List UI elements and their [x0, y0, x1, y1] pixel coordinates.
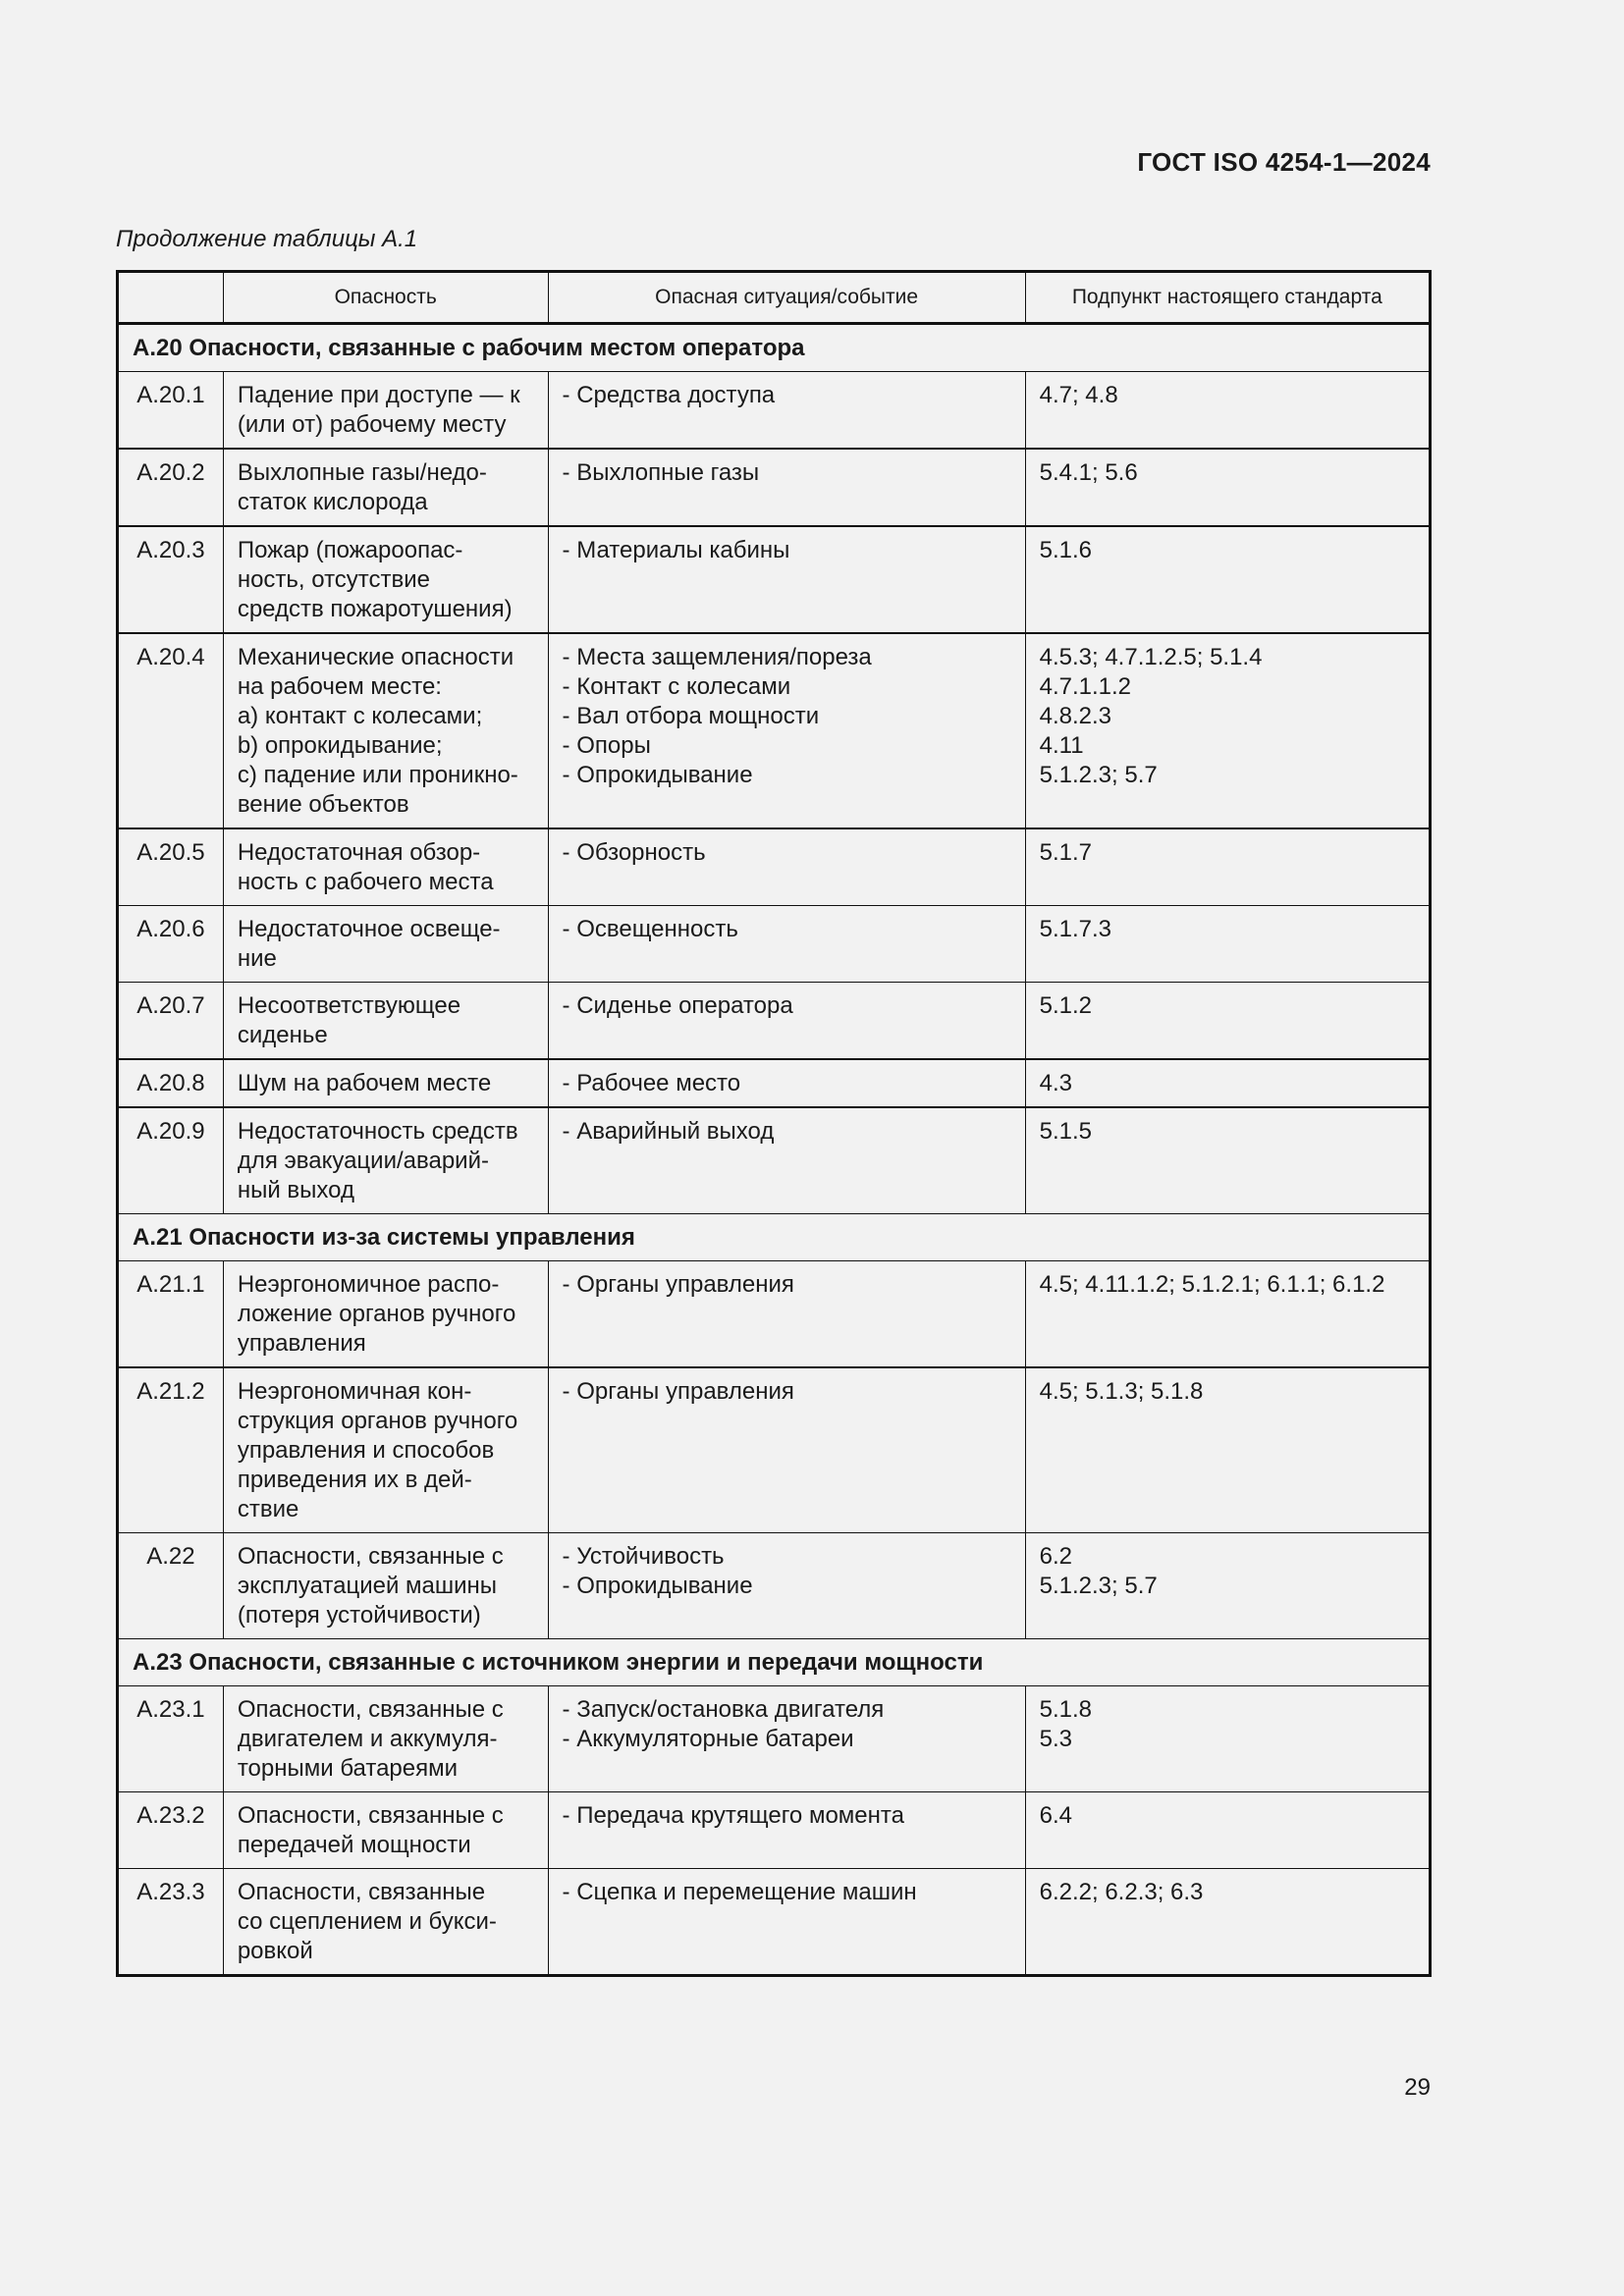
situation-cell — [548, 1367, 1025, 1533]
hazard-line: для эвакуации/аварий- — [237, 1148, 489, 1174]
column-header-reference: Подпункт настоящего стандарта — [1025, 272, 1430, 324]
situation-line: - Органы управления — [562, 1378, 794, 1405]
hazard-line: ние — [237, 945, 277, 972]
reference-cell — [1025, 1533, 1430, 1639]
table-row — [118, 1261, 1431, 1368]
reference-cell — [1025, 1059, 1430, 1107]
hazard-line: Опасности, связанные с — [237, 1696, 504, 1723]
situation-cell — [548, 1686, 1025, 1792]
reference-line: 6.2.2; 6.2.3; 6.3 — [1039, 1879, 1204, 1905]
situation-line: - Средства доступа — [562, 382, 776, 408]
hazard-line: Неэргономичная кон- — [237, 1378, 472, 1405]
hazard-line: Неэргономичное распо- — [237, 1271, 500, 1298]
reference-line: 6.4 — [1039, 1802, 1072, 1829]
reference-line: 5.1.7.3 — [1039, 916, 1112, 942]
hazard-cell — [223, 1533, 548, 1639]
hazard-line: ровкой — [237, 1938, 313, 1964]
section-title: А.23 Опасности, связанные с источником энергии и передачи мощности — [118, 1639, 1431, 1686]
reference-line: 4.7.1.1.2 — [1039, 673, 1132, 700]
reference-line: 5.1.8 — [1039, 1696, 1092, 1723]
table-row — [118, 1533, 1431, 1639]
reference-cell — [1025, 1869, 1430, 1976]
situation-line: - Опоры — [562, 732, 651, 759]
reference-line: 5.3 — [1039, 1726, 1072, 1752]
situation-cell — [548, 983, 1025, 1060]
hazard-line: Недостаточность средств — [237, 1118, 518, 1145]
hazard-line: a) контакт с колесами; — [237, 703, 483, 729]
hazard-cell — [223, 1107, 548, 1214]
table-caption: Продолжение таблицы А.1 — [116, 226, 418, 252]
hazard-line: (или от) рабочему месту — [237, 411, 507, 438]
situation-cell — [548, 828, 1025, 906]
table-row — [118, 633, 1431, 828]
situation-line: - Обзорность — [562, 839, 706, 866]
situation-line: - Аварийный выход — [562, 1118, 775, 1145]
hazard-line: ность, отсутствие — [237, 566, 431, 593]
hazard-line: на рабочем месте: — [237, 673, 442, 700]
hazard-line: Пожар (пожароопас- — [237, 537, 463, 563]
reference-line: 5.1.2 — [1039, 992, 1092, 1019]
reference-cell — [1025, 372, 1430, 450]
section-row — [118, 324, 1431, 372]
reference-line: 5.1.6 — [1039, 537, 1092, 563]
reference-line: 4.3 — [1039, 1070, 1072, 1096]
situation-line: - Аккумуляторные батареи — [562, 1726, 854, 1752]
table-row — [118, 1367, 1431, 1533]
situation-cell — [548, 1261, 1025, 1368]
table-body — [118, 324, 1431, 1976]
section-title: А.20 Опасности, связанные с рабочим местом оператора — [118, 324, 1431, 372]
reference-line: 5.4.1; 5.6 — [1039, 459, 1138, 486]
hazard-line: Выхлопные газы/недо- — [237, 459, 487, 486]
hazard-line: торными батареями — [237, 1755, 459, 1782]
hazard-line: вение объектов — [237, 791, 409, 818]
situation-line: - Материалы кабины — [562, 537, 790, 563]
situation-line: - Запуск/остановка двигателя — [562, 1696, 885, 1723]
reference-cell — [1025, 983, 1430, 1060]
reference-cell — [1025, 1261, 1430, 1368]
situation-cell — [548, 1869, 1025, 1976]
reference-line: 5.1.5 — [1039, 1118, 1092, 1145]
row-code: А.20.4 — [118, 633, 224, 828]
reference-cell — [1025, 1107, 1430, 1214]
table-row — [118, 526, 1431, 633]
section-row — [118, 1639, 1431, 1686]
hazard-line: ность с рабочего места — [237, 869, 494, 895]
hazard-cell — [223, 1792, 548, 1869]
reference-line: 6.2 — [1039, 1543, 1072, 1570]
table-row — [118, 1792, 1431, 1869]
situation-line: - Места защемления/пореза — [562, 644, 872, 670]
hazard-line: Недостаточная обзор- — [237, 839, 481, 866]
hazard-cell — [223, 526, 548, 633]
hazard-cell — [223, 1686, 548, 1792]
hazard-line: приведения их в дей- — [237, 1467, 472, 1493]
row-code: А.20.7 — [118, 983, 224, 1060]
document-code: ГОСТ ISO 4254-1—2024 — [1137, 147, 1431, 177]
situation-line: - Выхлопные газы — [562, 459, 760, 486]
situation-line: - Сиденье оператора — [562, 992, 793, 1019]
reference-line: 4.5; 4.11.1.2; 5.1.2.1; 6.1.1; 6.1.2 — [1039, 1271, 1385, 1298]
hazard-line: Падение при доступе — к — [237, 382, 520, 408]
reference-line: 5.1.2.3; 5.7 — [1039, 762, 1158, 788]
reference-line: 5.1.2.3; 5.7 — [1039, 1573, 1158, 1599]
reference-line: 4.5.3; 4.7.1.2.5; 5.1.4 — [1039, 644, 1263, 670]
hazard-line: Механические опасности — [237, 644, 514, 670]
hazard-cell — [223, 906, 548, 983]
row-code: А.20.5 — [118, 828, 224, 906]
row-code: А.20.6 — [118, 906, 224, 983]
reference-cell — [1025, 906, 1430, 983]
reference-line: 4.5; 5.1.3; 5.1.8 — [1039, 1378, 1204, 1405]
hazard-line: ный выход — [237, 1177, 354, 1203]
reference-line: 4.11 — [1039, 732, 1084, 759]
table-row — [118, 1686, 1431, 1792]
hazard-cell — [223, 1869, 548, 1976]
row-code: А.23.2 — [118, 1792, 224, 1869]
situation-line: - Передача крутящего момента — [562, 1802, 904, 1829]
hazard-line: эксплуатацией машины — [237, 1573, 498, 1599]
situation-cell — [548, 906, 1025, 983]
reference-cell — [1025, 449, 1430, 526]
hazard-cell — [223, 372, 548, 450]
hazard-line: сиденье — [237, 1022, 328, 1048]
reference-cell — [1025, 633, 1430, 828]
table-row — [118, 906, 1431, 983]
row-code: А.20.9 — [118, 1107, 224, 1214]
column-header-code — [118, 272, 224, 324]
reference-cell — [1025, 1792, 1430, 1869]
hazard-line: Шум на рабочем месте — [237, 1070, 492, 1096]
hazard-cell — [223, 828, 548, 906]
column-header-situation: Опасная ситуация/событие — [548, 272, 1025, 324]
situation-line: - Контакт с колесами — [562, 673, 791, 700]
hazard-cell — [223, 449, 548, 526]
hazard-line: управления — [237, 1330, 366, 1357]
hazard-cell — [223, 983, 548, 1060]
situation-cell — [548, 1059, 1025, 1107]
row-code: А.20.8 — [118, 1059, 224, 1107]
hazard-line: передачей мощности — [237, 1832, 471, 1858]
hazard-line: средств пожаротушения) — [237, 596, 513, 622]
hazard-line: ложение органов ручного — [237, 1301, 516, 1327]
hazard-line: Несоответствующее — [237, 992, 461, 1019]
column-header-hazard: Опасность — [223, 272, 548, 324]
reference-cell — [1025, 1686, 1430, 1792]
row-code: А.20.1 — [118, 372, 224, 450]
situation-cell — [548, 1533, 1025, 1639]
situation-cell — [548, 372, 1025, 450]
page-number: 29 — [1404, 2074, 1431, 2101]
row-code: А.22 — [118, 1533, 224, 1639]
hazard-line: b) опрокидывание; — [237, 732, 443, 759]
hazard-line: статок кислорода — [237, 489, 428, 515]
reference-line: 4.8.2.3 — [1039, 703, 1112, 729]
hazard-line: со сцеплением и букси- — [237, 1908, 497, 1935]
situation-cell — [548, 1792, 1025, 1869]
hazard-cell — [223, 1059, 548, 1107]
situation-line: - Вал отбора мощности — [562, 703, 820, 729]
situation-cell — [548, 526, 1025, 633]
row-code: А.23.1 — [118, 1686, 224, 1792]
table-row — [118, 1059, 1431, 1107]
situation-cell — [548, 449, 1025, 526]
reference-cell — [1025, 526, 1430, 633]
hazard-line: c) падение или проникно- — [237, 762, 518, 788]
reference-cell — [1025, 1367, 1430, 1533]
hazard-line: Недостаточное освеще- — [237, 916, 501, 942]
hazard-line: струкция органов ручного — [237, 1408, 518, 1434]
section-row — [118, 1214, 1431, 1261]
table-header-row — [118, 272, 1431, 324]
hazard-line: управления и способов — [237, 1437, 495, 1464]
hazard-line: (потеря устойчивости) — [237, 1602, 481, 1629]
situation-line: - Опрокидывание — [562, 1573, 753, 1599]
situation-line: - Органы управления — [562, 1271, 794, 1298]
row-code: А.21.2 — [118, 1367, 224, 1533]
hazard-line: Опасности, связанные с — [237, 1802, 504, 1829]
hazard-line: ствие — [237, 1496, 299, 1522]
situation-line: - Сцепка и перемещение машин — [562, 1879, 917, 1905]
hazard-line: Опасности, связанные — [237, 1879, 486, 1905]
reference-line: 4.7; 4.8 — [1039, 382, 1118, 408]
section-title: А.21 Опасности из-за системы управления — [118, 1214, 1431, 1261]
situation-line: - Рабочее место — [562, 1070, 741, 1096]
row-code: А.20.2 — [118, 449, 224, 526]
situation-cell — [548, 633, 1025, 828]
row-code: А.21.1 — [118, 1261, 224, 1368]
table-row — [118, 828, 1431, 906]
hazard-cell — [223, 1367, 548, 1533]
situation-line: - Освещенность — [562, 916, 738, 942]
situation-line: - Опрокидывание — [562, 762, 753, 788]
table-row — [118, 372, 1431, 450]
table-row — [118, 1869, 1431, 1976]
hazard-cell — [223, 633, 548, 828]
situation-cell — [548, 1107, 1025, 1214]
table-row — [118, 449, 1431, 526]
row-code: А.20.3 — [118, 526, 224, 633]
reference-line: 5.1.7 — [1039, 839, 1092, 866]
row-code: А.23.3 — [118, 1869, 224, 1976]
hazard-line: Опасности, связанные с — [237, 1543, 504, 1570]
reference-cell — [1025, 828, 1430, 906]
situation-line: - Устойчивость — [562, 1543, 725, 1570]
table-row — [118, 983, 1431, 1060]
hazard-cell — [223, 1261, 548, 1368]
hazard-line: двигателем и аккумуля- — [237, 1726, 498, 1752]
table-row — [118, 1107, 1431, 1214]
hazards-table — [116, 270, 1432, 1977]
